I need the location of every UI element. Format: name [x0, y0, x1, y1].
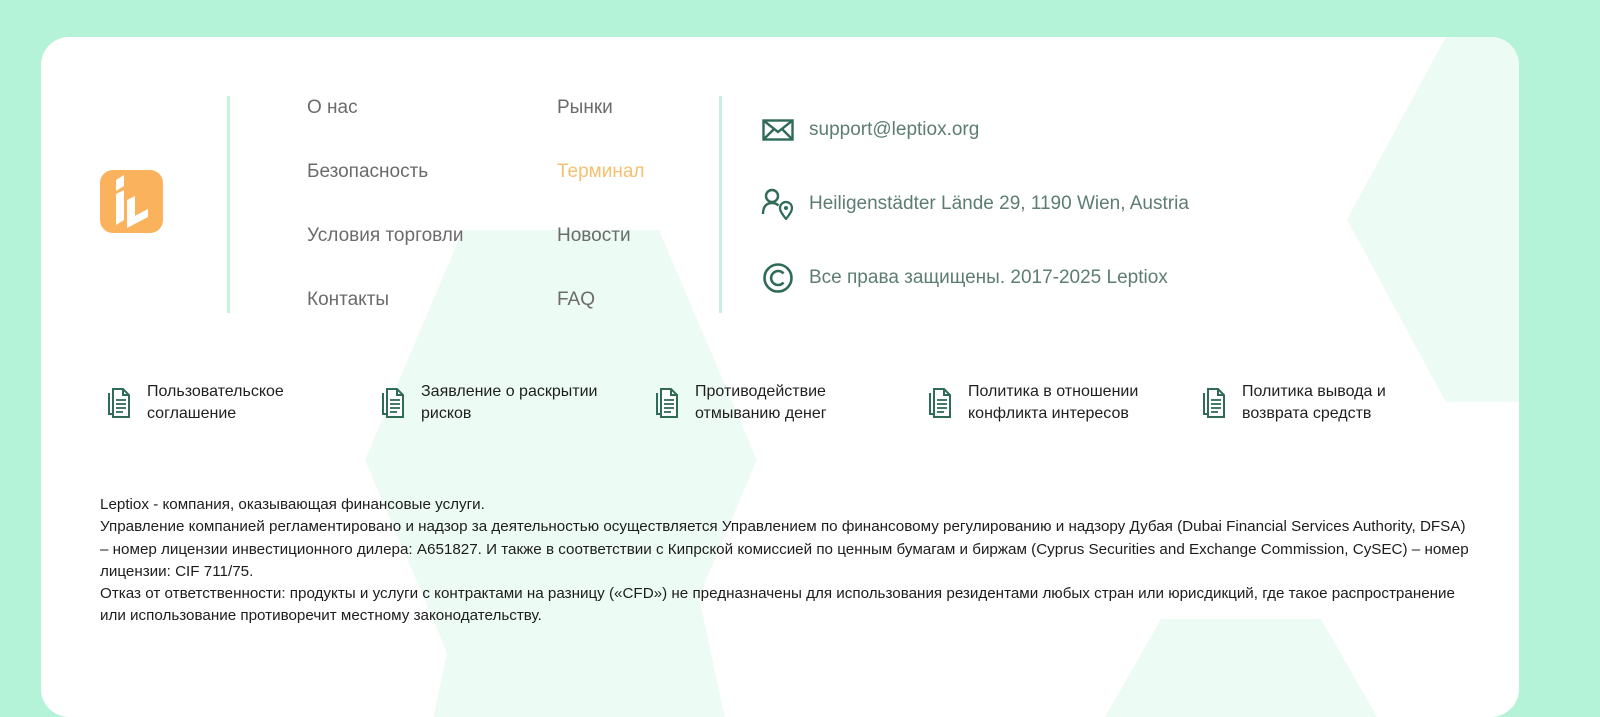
doc-link-user-agreement[interactable] [105, 381, 367, 425]
doc-link-aml[interactable] [653, 381, 915, 425]
nav-link-faq[interactable]: FAQ [557, 289, 596, 310]
document-icon [653, 387, 683, 423]
document-icon [379, 387, 409, 423]
disclaimer-company: Leptiox - компания, оказывающая финансовые услуги. [100, 496, 485, 513]
nav-link-news[interactable]: Новости [557, 225, 631, 246]
contact-copyright [761, 261, 1168, 295]
nav-link-security[interactable]: Безопасность [307, 161, 429, 182]
doc-link-label[interactable]: Пользовательское соглашение [147, 383, 284, 422]
footer-card [41, 37, 1519, 717]
document-icon [926, 387, 956, 423]
disclaimer-liability: Отказ от ответственности: продукты и услуги с контрактами на разницу («CFD») не предназначены для использования резидентами любых стран или юрисдикций, где такое распространение или использование противоречит местному законодательству. [100, 585, 1455, 625]
legal-disclaimer [100, 494, 1470, 628]
nav-link-terminal[interactable]: Терминал [557, 161, 645, 182]
disclaimer-regulation: Управление компанией регламентировано и надзор за деятельностью осуществляется Управлением по финансовому регулированию и надзору Дубая (Dubai Financial Services Authority, DFSA) – номер лицензии инвестиционного дилера: A651827. И также в соответствии с Кипрской комиссией по ценным бумагам и биржам (Cyprus Securities and Exchange Commission, CySEC) – номер лицензии: CIF 711/75. [100, 518, 1469, 580]
document-icon [1200, 387, 1230, 423]
decor-hexagon [1081, 619, 1401, 717]
nav-link-about[interactable]: О нас [307, 97, 358, 118]
doc-link-label[interactable]: Заявление о раскрытии рисков [421, 383, 598, 422]
divider [227, 96, 230, 313]
envelope-icon [761, 113, 795, 147]
nav-link-contacts[interactable]: Контакты [307, 289, 390, 310]
doc-link-label[interactable]: Политика в отношении конфликта интересов [968, 383, 1139, 422]
doc-link-withdrawal-policy[interactable] [1200, 381, 1462, 425]
doc-link-conflict-of-interest[interactable] [926, 381, 1188, 425]
contact-email[interactable] [761, 113, 979, 147]
logo-mark-icon [100, 170, 163, 233]
document-icon [105, 387, 135, 423]
doc-link-label[interactable]: Политика вывода и возврата средств [1242, 383, 1386, 422]
divider [719, 96, 722, 313]
doc-link-label[interactable]: Противодействие отмыванию денег [695, 383, 827, 422]
person-location-icon [761, 187, 795, 221]
copyright-text: Все права защищены. 2017-2025 Leptiox [809, 267, 1168, 288]
nav-link-markets[interactable]: Рынки [557, 97, 613, 118]
decor-hexagon [1347, 37, 1519, 402]
doc-link-risk-disclosure[interactable] [379, 381, 641, 425]
email-text[interactable]: support@leptiox.org [809, 119, 980, 140]
contact-address [761, 187, 1189, 221]
nav-link-trading-conditions[interactable]: Условия торговли [307, 225, 464, 246]
address-text: Heiligenstädter Lände 29, 1190 Wien, Austria [809, 193, 1189, 214]
leptiox-logo[interactable] [100, 170, 163, 233]
copyright-icon [761, 261, 795, 295]
